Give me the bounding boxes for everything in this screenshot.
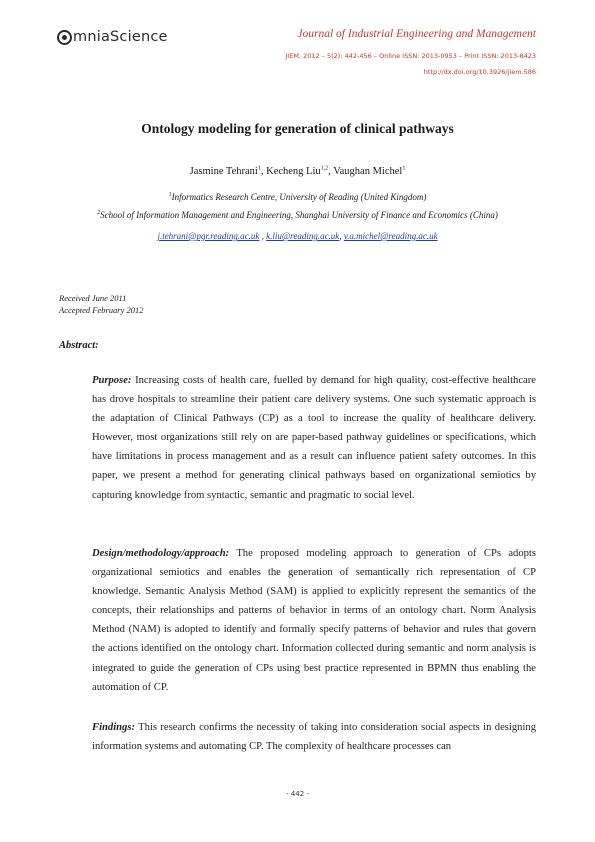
page-number: - 442 -: [286, 790, 309, 798]
author-name: Jasmine Tehrani: [189, 166, 258, 177]
email-link[interactable]: j.tehrani@pgr.reading.ac.uk: [157, 231, 260, 241]
abstract-purpose: [92, 371, 536, 505]
email-separator: ,: [339, 231, 344, 241]
affiliation-mark: 1: [168, 192, 172, 198]
paragraph-text: The proposed modeling approach to generation of CPs adopts organizational semiotics and enables the generation of semantically rich representation of CP knowledge. Semantic Analysis Method (SAM) is applied to explicitly represent the semantics of the concepts, their relationships and patterns of behavior in terms of an ontology chart. Norm Analysis Method (NAM) is adopted to identify and formally specify patterns of behavior and rules that govern the actions identified on the ontology chart. Information collected during semantic and norm analysis is integrated to guide the generation of CPs using best practice represented in BPMN thus enabling the automation of CP.: [92, 548, 536, 693]
section-label: Design/methodology/approach:: [92, 548, 230, 559]
author-affiliation-mark: 1,2: [320, 165, 329, 172]
author-affiliation-mark: 1: [402, 165, 406, 172]
affiliation-mark: 2: [97, 210, 101, 216]
abstract-findings: [92, 718, 536, 756]
author-name: Kecheng Liu: [266, 166, 321, 177]
affiliation-text: Informatics Research Centre, University of Reading (United Kingdom): [171, 192, 427, 202]
logo-o-icon: [57, 30, 72, 45]
accepted-date: Accepted February 2012: [59, 305, 144, 315]
journal-name: Journal of Industrial Engineering and Management: [297, 28, 536, 40]
paper-title: Ontology modeling for generation of clinical pathways: [141, 121, 454, 136]
author-separator: ,: [260, 166, 267, 177]
section-label: Purpose:: [92, 375, 132, 386]
affiliation-2: [0, 210, 595, 220]
paragraph-text: Increasing costs of health care, fuelled by demand for high quality, cost-effective healthcare has drove hospitals to streamline their patient care delivery systems. One such systematic approach is the adaptation of Clinical Pathways (CP) as a tool to increase the quality of healthcare delivery. However, most organizations still rely on are paper-based pathway guidelines or specifications, which have limitations in process management and as a result can influence patient safety outcomes. In this paper, we present a method for generating clinical pathways based on organizational semiotics by capturing knowledge from syntactic, semantic and pragmatic to social level.: [92, 375, 536, 501]
email-link[interactable]: k.liu@reading.ac.uk: [266, 231, 340, 241]
section-label: Findings:: [92, 722, 135, 733]
received-date: Received June 2011: [59, 293, 127, 303]
email-separator: ,: [259, 231, 267, 241]
logo-text: mniaScience: [73, 29, 168, 45]
omniascience-logo: [57, 29, 168, 45]
email-link[interactable]: v.a.michel@reading.ac.uk: [343, 231, 438, 241]
author-separator: ,: [328, 166, 334, 177]
affiliation-text: School of Information Management and Engineering, Shanghai University of Finance and Economics (China): [100, 210, 498, 220]
author-emails: [0, 231, 595, 241]
author-list: [0, 166, 595, 177]
paragraph-text: This research confirms the necessity of taking into consideration social aspects in designing information systems and automating CP. The complexity of healthcare processes can: [92, 722, 536, 753]
affiliation-1: [0, 192, 595, 202]
abstract-design: [92, 544, 536, 697]
abstract-heading: Abstract:: [59, 340, 99, 351]
issn-line: JIEM, 2012 – 5(2): 442-456 – Online ISSN: 2013-0953 – Print ISSN: 2013-8423: [285, 52, 536, 60]
author-affiliation-mark: 1: [257, 165, 261, 172]
doi-link[interactable]: http://dx.doi.org/10.3926/jiem.586: [423, 68, 536, 76]
author-name: Vaughan Michel: [333, 166, 403, 177]
